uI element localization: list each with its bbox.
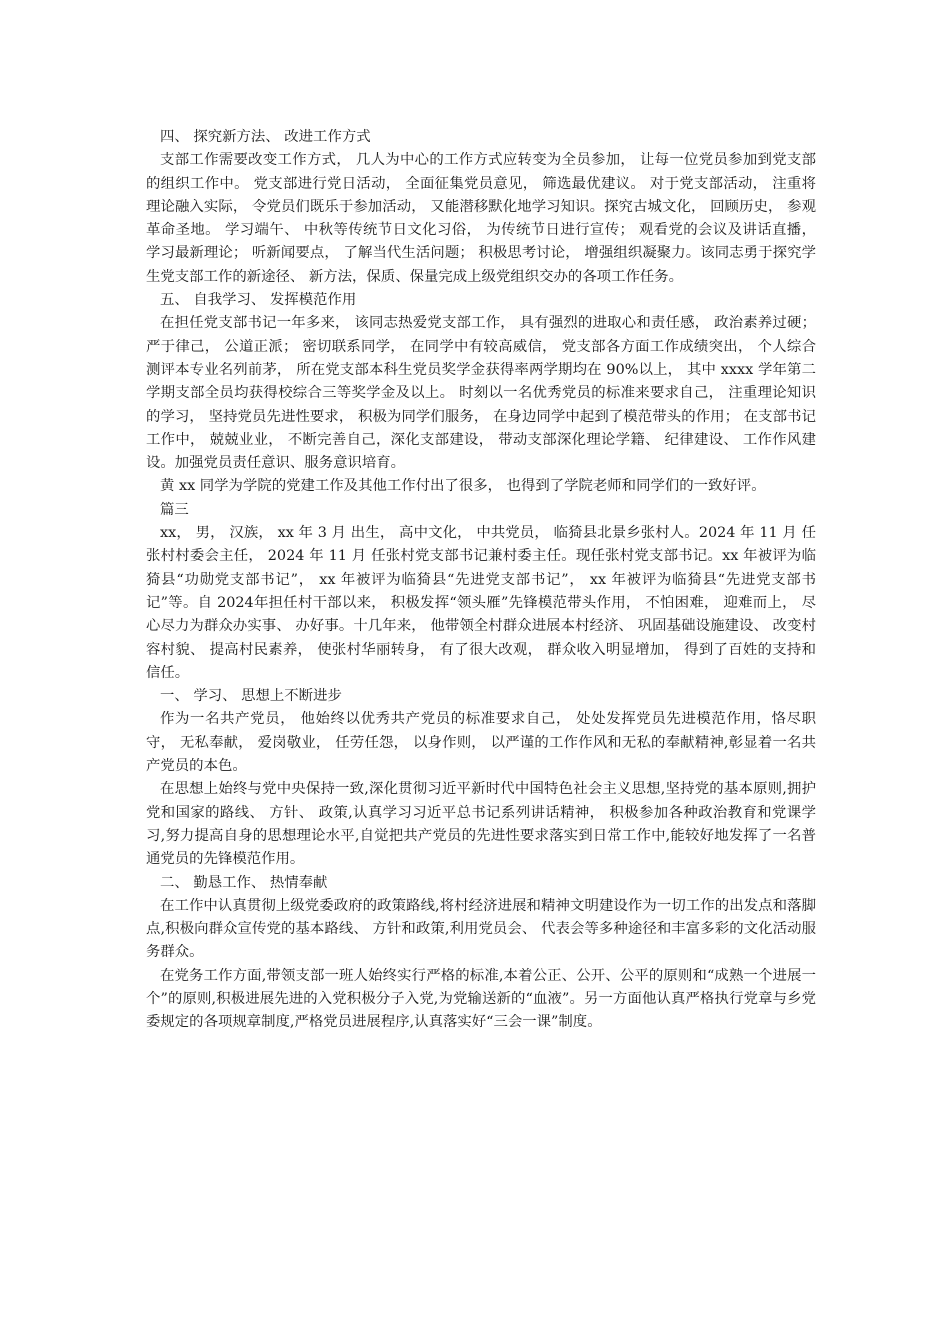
document-body <box>146 126 816 1035</box>
paragraph: 在担任党支部书记一年多来， 该同志热爱党支部工作， 具有强烈的进取心和责任感， 政治素养过硬； 严于律己， 公道正派； 密切联系同学， 在同学中有较高威信， 党支部各方面工作成绩突出， 个人综合测评本专业名列前茅， 所在党支部本科生党员奖学金获得率两学期均在 90%以上， 其中 xxxx 学年第二学期支部全员均获得校综合三等奖学金及以上。 时刻以一名优秀党员的标准来要求自己， 注重理论知识的学习， 坚持党员先进性要求， 积极为同学们服务， 在身边同学中起到了模范带头的作用； 在支部书记工作中， 兢兢业业， 不断完善自己，深化支部建设， 带动支部深化理论学籍、 纪律建设、 工作作风建设。加强党员责任意识、服务意识培育。 <box>146 315 816 472</box>
paragraph: xx， 男， 汉族， xx 年 3 月 出生， 高中文化， 中共党员， 临猗县北景乡张村人。2024 年 11 月 任张村村委会主任， 2024 年 11 月 任张村党支部书记兼村委主任。现任张村党支部书记。xx 年被评为临猗县“功勋党支部书记”， xx 年被评为临猗县“先进党支部书记”， xx 年被评为临猗县“先进党支部书记”等。自 2024年担任村干部以来， 积极发挥“领头雁”先锋模范带头作用， 不怕困难， 迎难而上， 尽心尽力为群众办实事、 办好事。十几年来， 他带领全村群众进展本村经济、 巩固基础设施建设、 改变村容村貌、 提高村民素养， 使张村华丽转身， 有了很大改观， 群众收入明显增加， 得到了百姓的支持和信任。 <box>146 525 816 681</box>
paragraph: 在党务工作方面,带领支部一班人始终实行严格的标准,本着公正、公开、公平的原则和“成熟一个进展一个”的原则,积极进展先进的入党积极分子入党,为党输送新的“血液”。另一方面他认真严格执行党章与乡党委规定的各项规章制度,严格党员进展程序,认真落实好“三会一课”制度。 <box>146 967 816 1031</box>
section-heading-1: 一、 学习、 思想上不断进步 <box>160 688 342 705</box>
paragraph: 在思想上始终与党中央保持一致,深化贯彻习近平新时代中国特色社会主义思想,坚持党的基本原则,拥护党和国家的路线、 方针、 政策,认真学习习近平总书记系列讲话精神， 积极参加各种政治教育和党课学习,努力提高自身的思想理论水平,自觉把共产党员的先进性要求落实到日常工作中,能较好地发挥了一名普通党员的先锋模范作用。 <box>146 781 816 868</box>
paragraph: 黄 xx 同学为学院的党建工作及其他工作付出了很多， 也得到了学院老师和同学们的一致好评。 <box>160 478 766 495</box>
paragraph: 支部工作需要改变工作方式， 几人为中心的工作方式应转变为全员参加， 让每一位党员参加到党支部的组织工作中。 党支部进行党日活动， 全面征集党员意见， 筛选最优建议。 对于党支部活动， 注重将理论融入实际， 令党员们既乐于参加活动， 又能潜移默化地学习知识。探究古城文化， 回顾历史， 参观革命圣地。 学习端午、 中秋等传统节日文化习俗， 为传统节日进行宣传； 观看党的会议及讲话直播， 学习最新理论； 听新闻要点， 了解当代生活问题； 积极思考讨论， 增强组织凝聚力。该同志勇于探究学生党支部工作的新途径、 新方法，保质、保量完成上级党组织交办的各项工作任务。 <box>146 152 816 285</box>
paragraph: 作为一名共产党员， 他始终以优秀共产党员的标准要求自己， 处处发挥党员先进模范作用，恪尽职守， 无私奉献， 爱岗敬业， 任劳任怨， 以身作则， 以严谨的工作作风和无私的奉献精神,彰显着一名共产党员的本色。 <box>146 711 816 775</box>
section-heading-4: 四、 探究新方法、 改进工作方式 <box>160 129 371 145</box>
paragraph: 在工作中认真贯彻上级党委政府的政策路线,将村经济进展和精神文明建设作为一切工作的出发点和落脚点,积极向群众宣传党的基本路线、 方针和政策,利用党员会、 代表会等多种途径和丰富多彩的文化活动服务群众。 <box>146 897 816 961</box>
section-heading-2: 二、 勤恳工作、 热情奉献 <box>160 874 328 891</box>
part-heading: 篇三 <box>160 501 189 518</box>
section-heading-5: 五、 自我学习、 发挥模范作用 <box>160 292 357 309</box>
